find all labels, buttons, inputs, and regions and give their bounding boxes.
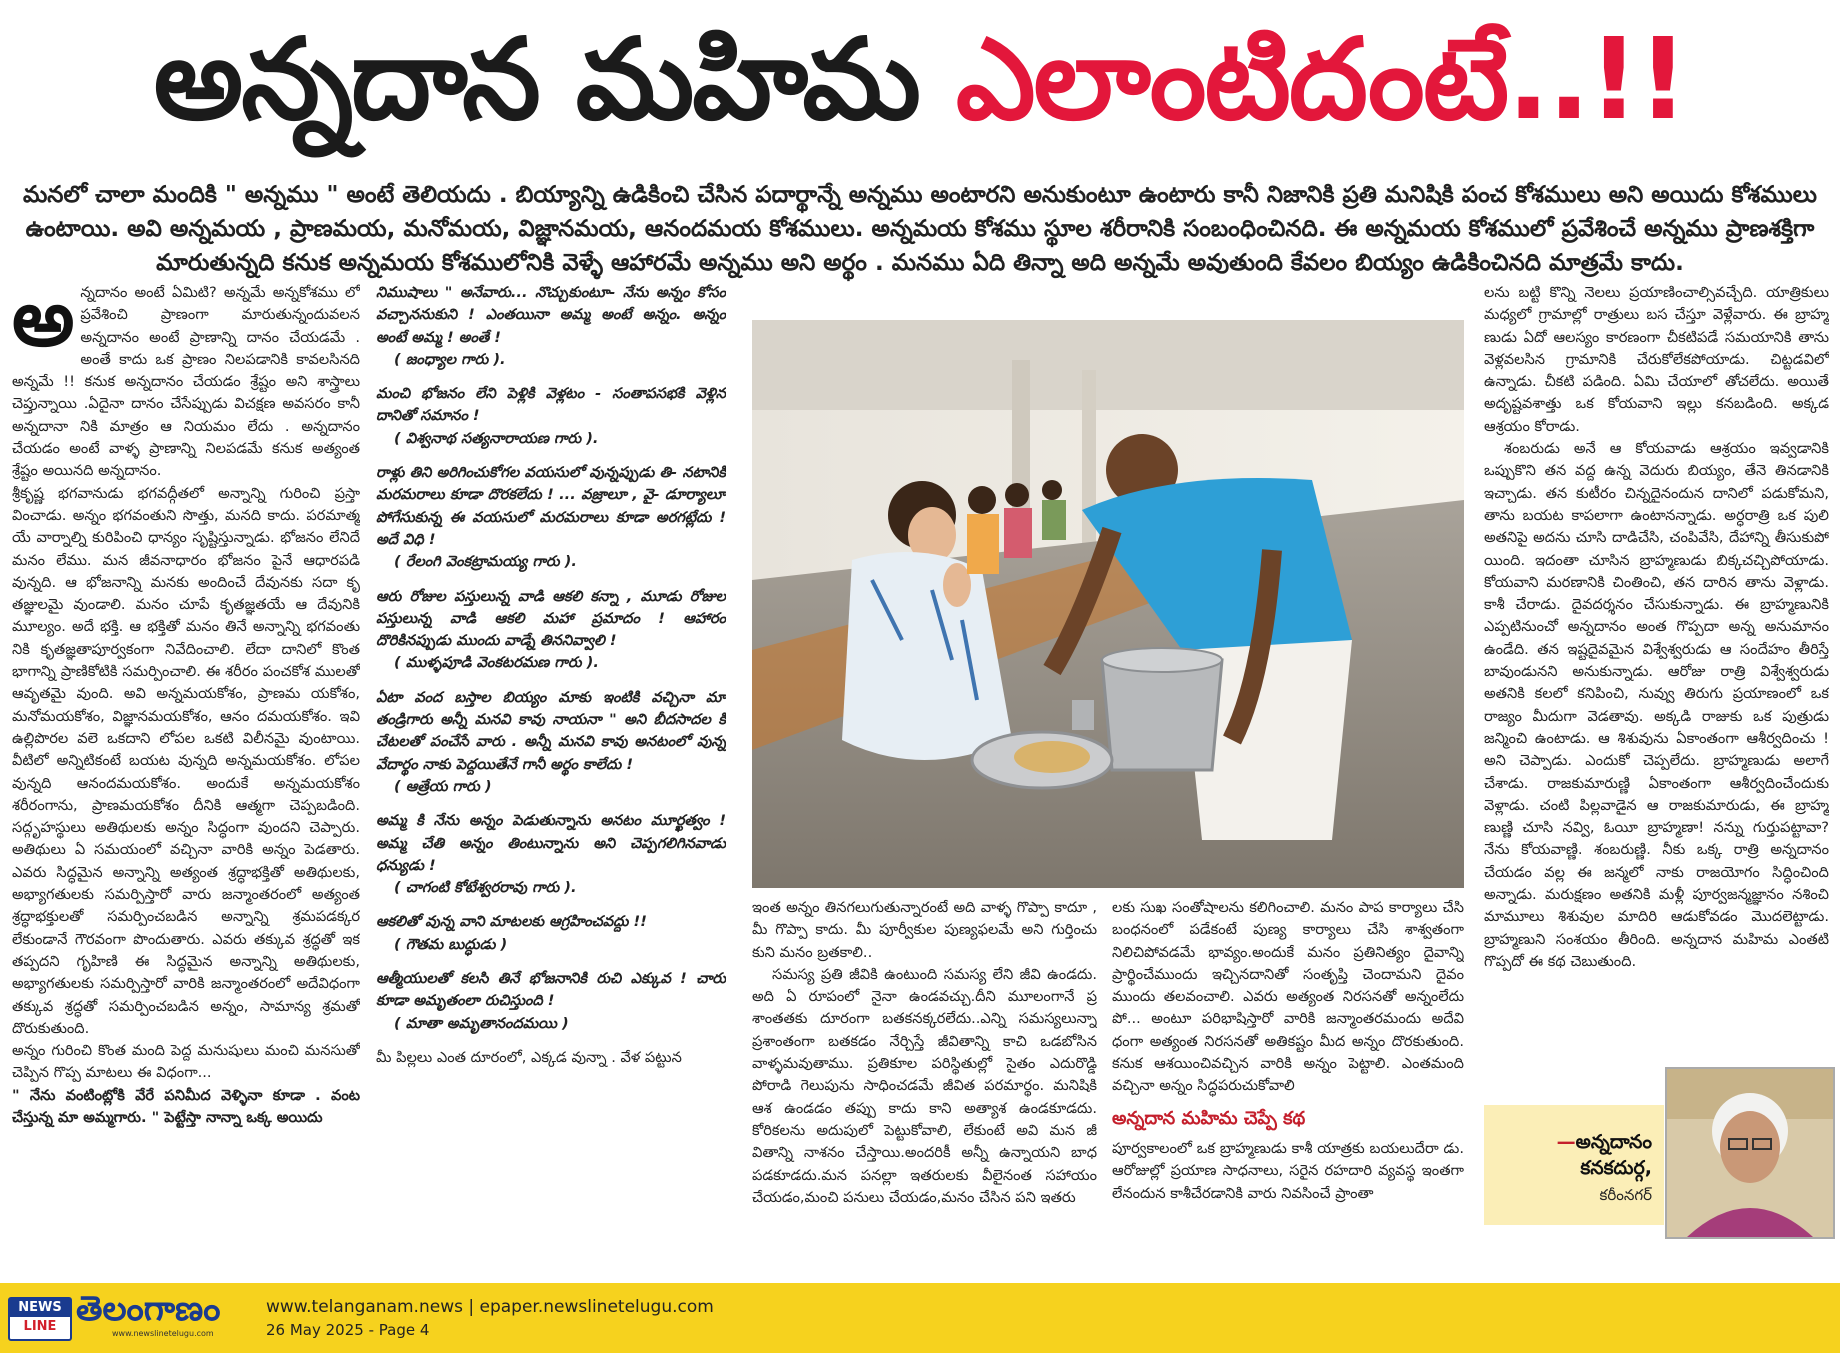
author-place: కరీంనగర్ <box>1599 1186 1652 1204</box>
footer-links[interactable]: www.telanganam.news | epaper.newslinetelugu.com <box>266 1297 714 1317</box>
article-column-4 <box>1112 897 1464 1257</box>
quote-author: ( చాగంటి కోటేశ్వరరావు గారు ). <box>394 879 577 897</box>
author-byline <box>1557 1129 1652 1208</box>
drop-cap: అ <box>12 282 75 364</box>
quote-author: ( ఆత్రేయ గారు ) <box>394 777 492 795</box>
quote <box>376 911 726 956</box>
footer-bar <box>0 1283 1840 1353</box>
article-column-5 <box>1484 282 1829 1082</box>
byline-box <box>1484 1105 1664 1225</box>
quote <box>376 968 726 1035</box>
author-name-line-2: కనకదుర్గ, <box>1580 1157 1652 1179</box>
quote-author: ( జంధ్యాల గారు ). <box>394 350 506 368</box>
headline-black-part: అన్నదాన మహిమ <box>153 15 919 145</box>
annadanam-photo-illustration <box>752 320 1464 888</box>
logo-url: www.newslinetelugu.com <box>112 1329 214 1338</box>
article-column-2 <box>376 282 726 1257</box>
col3-paragraph-1: ఇంత అన్నం తినగలుగుతున్నారంటే అది వాళ్ళ గొప్పా కాదూ , మీ గొప్పా కాదు. మీ పూర్వీకుల పుణ్యఫలమే అని గుర్తించు కుని మనం బ్రతకాలి.. <box>752 899 1097 961</box>
quote-author: ( మాతా అమృతానందమయి ) <box>394 1014 569 1032</box>
quote <box>376 383 726 450</box>
col4-paragraph-2: పూర్వకాలంలో ఒక బ్రాహ్మణుడు కాశీ యాత్రకు బయలుదేరా డు. ఆరోజుల్లో ప్రయాణ సాధనాలు, సరైన రహదారి వ్యవస్థ ఇంతగా లేనందున కాశీచేరడానికి వారు నివసించే ప్రాంతా <box>1112 1139 1464 1202</box>
col1-paragraph-3: అన్నం గురించి కొంత మంది పెద్ద మనుషులు మంచి మనసుతో చెప్పిన గొప్ప మాటలు ఈ విధంగా... <box>12 1042 360 1082</box>
intro-paragraph: మనలో చాలా మందికి " అన్నము " అంటే తెలియదు . బియ్యాన్ని ఉడికించి చేసిన పదార్థాన్నే అన్నము అంటారని అనుకుంటూ ఉంటారు కానీ నిజానికి ప్రతి మనిషికి పంచ కోశములు అని అయిదు కోశములు ఉంటాయి. అవి అన్నమయ , ప్రాణమయ, మనోమయ, విజ్ఞానమయ, ఆనందమయ కోశములు. అన్నమయ కోశము స్థూల శరీరానికి సంబంధించినది. ఈ అన్నమయ కోశములో ప్రవేశించే అన్నము ప్రాణశక్తిగా మారుతున్నది కనుక అన్నమయ కోశములోనికి వెళ్ళే ఆహారమే అన్నము అని అర్థం . మనము ఏది తిన్నా అది అన్నమే అవుతుంది కేవలం బియ్యం ఉడికించినది మాత్రమే కాదు. <box>22 182 1818 276</box>
col2-closing: మీ పిల్లలు ఎంత దూరంలో, ఎక్కడ వున్నా . వేళ పట్టున <box>376 1048 682 1066</box>
logo-news-text: NEWS <box>10 1299 70 1317</box>
telanganam-logo[interactable]: తెలంగాణం <box>76 1289 221 1329</box>
quote-text: రాళ్లు తిని అరిగించుకోగల వయసులో వున్నప్పుడు తి- నటానికి మరమరాలు కూడా దొరకలేదు ! ... వజ్రాలూ , వై- డూర్యాలూ పోగేసుకున్న ఈ వయసులో మరమరాలు కూడా అరగట్లేదు ! అదే విధి ! <box>376 464 726 548</box>
col5-paragraph-2: శంబరుడు అనే ఆ కోయవాడు ఆశ్రయం ఇవ్వడానికి ఒప్పుకొని తన వద్ద ఉన్న వెదురు బియ్యం, తేనె తినడానికి ఇచ్చాడు. తన కుటీరం చిన్నదైనందున దానిలో పడుకోమని, తాను బయట కాపలాగా ఉంటానన్నాడు. అర్ధరాత్రి ఒక పులి అతనిపై అదను చూసి దాడిచేసి, చంపివేసి, దేహాన్ని తీసుకుపో యింది. ఇదంతా చూసిన బ్రాహ్మణుడు బిక్కచచ్చిపోయాడు. కోయవాని మరణానికి చింతించి, తన దారిన తాను వెళ్లాడు. కాశీ చేరాడు. దైవదర్శనం చేసుకున్నాడు. ఈ బ్రాహ్మణునికి ఎప్పటినుంచో అన్నదానం అంత గొప్పదా అన్న అనుమానం ఉండేది. తన ఇష్టదైవమైన విశ్వేశ్వరుడు ఆ సందేహం తీరిస్తే బావుండునని అనుకున్నాడు. ఆరోజు రాత్రి విశ్వేశ్వరుడు అతనికి కలలో కనిపించి, నువ్వు తిరుగు ప్రయాణంలో ఒక రాజ్యం మీదుగా వెడతావు. అక్కడి రాజుకు ఒక పుత్రుడు జన్మించి ఉంటాడు. ఆ శిశువును ఏకాంతంగా ఆశీర్వదించు ! అని చెప్పాడు. ఎందుకో చెప్పలేదు. బ్రాహ్మణుడు అలాగే చేశాడు. రాజకుమారుణ్ణి ఏకాంతంగా ఆశీర్వదించేందుకు వెళ్లాడు. చంటి పిల్లవాడైన ఆ రాజకుమారుడు, ఈ బ్రాహ్మ ణుణ్ణి చూసి నవ్వి, ఓయీ బ్రాహ్మణా! నన్ను గుర్తుపట్టావా? నేను కోయవాణ్ణి. శంబరుణ్ణి. నీకు ఒక్క రాత్రి అన్నదానం చేయడం వల్ల ఈ జన్మలో నాకు రాజయోగం సిద్ధించింది అన్నాడు. మరుక్షణం అతనికి మళ్లీ పూర్వజన్మజ్ఞానం నశించి మామూలు శిశువుల మాదిరి ఆడుకోవడం మొదలెట్టాడు. బ్రాహ్మణుని సంశయం తీరింది. అన్నదాన మహిమ ఎంతటి గొప్పదో ఈ కథ చెబుతుంది. <box>1484 440 1829 970</box>
quote <box>376 462 726 573</box>
author-portrait <box>1667 1069 1833 1237</box>
quote-author: ( గౌతమ బుద్ధుడు ) <box>394 935 508 953</box>
story-subheading: అన్నదాన మహిమ చెప్పే కథ <box>1112 1107 1306 1129</box>
footer-date-page: 26 May 2025 - Page 4 <box>266 1321 430 1339</box>
article-column-1 <box>12 282 360 1257</box>
quote-text: అమ్మ కి నేను అన్నం పెడుతున్నాను అనటం మూర్ఖత్వం ! అమ్మ చేతి అన్నం తింటున్నాను అని చెప్పగలిగినవాడు ధన్యుడు ! <box>376 812 726 874</box>
quote-text: మంచి భోజనం లేని పెళ్లికి వెళ్లటం - సంతాపసభకి వెళ్లిన దానితో సమానం ! <box>376 385 726 425</box>
quote-text: ఆకలితో వున్న వాని మాటలకు ఆగ్రహించవద్దు !! <box>376 913 647 931</box>
col5-paragraph-1: లను బట్టి కొన్ని నెలలు ప్రయాణించాల్సివచ్చేది. యాత్రికులు మధ్యలో గ్రామాల్లో రాత్రులు బస చేస్తూ వెళ్లేవారు. ఈ బ్రాహ్మ ణుడు ఏదో ఆలస్యం కారణంగా చీకటిపడే సమయానికి తాను వెళ్లవలసిన గ్రామానికి చేరుకోలేకపోయాడు. చిట్టడవిలో ఉన్నాడు. చీకటి పడింది. ఏమి చేయాలో తోచలేదు. అయితే అదృష్టవశాత్తు ఒక కోయవాని ఇల్లు కనబడింది. అక్కడ ఆశ్రయం కోరాడు. <box>1484 284 1829 435</box>
article-photo <box>752 320 1464 888</box>
logo-line-text: LINE <box>23 1319 57 1334</box>
quote-author: ( విశ్వనాథ సత్యనారాయణ గారు ). <box>394 429 599 447</box>
article-column-3 <box>752 897 1097 1257</box>
col3-paragraph-2: సమస్య ప్రతి జీవికి ఉంటుంది సమస్య లేని జీవి ఉండదు. అది ఏ రూపంలో నైనా ఉండవచ్చు.దీని మూలంగానే ప్ర శాంతతకు దూరంగా బతకనక్కరలేదు..ఎన్ని సమస్యలున్నా ప్రశాంతంగా బతకడం నేర్చిస్తే జీవితాన్ని కాచి ఒడబోసిన వాళ్ళమవుతాము. ప్రతికూల పరిస్థితుల్లో సైతం ఎదురొడ్డి పోరాడి గెలుపును సాధించడమే జీవిత పరమార్థం. మనిషికి ఆశ ఉండడం తప్పు కాదు కాని అత్యాశ ఉండకూడదు. కోరికలను అదుపులో పెట్టుకోవాలి, లేకుంటే అవి మన జీ వితాన్ని నాశనం చేస్తాయి.అందరికీ అన్నీ ఉన్నాయని బాధ పడకూడదు.మన పనల్లా ఇతరులకు వీలైనంత సహాయం చేయడం,మంచి పనులు చేయడం,మనం చేసిన పని ఇతరు <box>752 965 1097 1206</box>
quote-author: ( ముళ్ళపూడి వెంకటరమణ గారు ). <box>394 654 599 672</box>
newsline-logo[interactable] <box>8 1297 72 1341</box>
col1-paragraph-4: " నేను వంటింట్లోకి వేరే పనిమీద వెళ్ళినా కూడా . వంట చేస్తున్న మా అమ్మగారు. " పెట్టేస్తా నాన్నా ఒక్క అయిదు <box>12 1086 360 1126</box>
col4-paragraph-1: లకు సుఖ సంతోషాలను కలిగించాలి. మనం పాప కార్యాలు చేసి బంధనంలో పడేకంటే పుణ్య కార్యాలు చేసి శాశ్వతంగా నిలిచిపోవడమే భావ్యం.అందుకే మనం ప్రతినిత్యం దైవాన్ని ప్రార్థించేముందు ఇచ్చినదానితో సంతృప్తి చెందామని దైవం ముందు తలవంచాలి. ఎవరు అత్యంత నిరసనతో అన్నంలేదు పో... అంటూ పరిభాషిస్తారో వారికి జన్మాంతరమందు అదేవి ధంగా అత్యంత నిరసనతో అతికష్టం మీద అన్నం దొరకుతుంది. కనుక ఆశయించివచ్చిన వారికి అన్నం పెట్టాలి. ఎంతమంది వచ్చినా అన్నం సిద్ధపరుచుకోవాలి <box>1112 899 1464 1095</box>
quote-author: ( రేలంగి వెంకట్రామయ్య గారు ). <box>394 553 577 571</box>
quote <box>376 687 726 798</box>
headline-red-part: ఎలాంటిదంటే..!! <box>955 15 1687 145</box>
col1-paragraph-2: శ్రీకృష్ణ భగవానుడు భగవద్గీతలో అన్నాన్ని గురించి ప్రస్తా వించాడు. అన్నం భగవంతుని సొత్తు, మనది కాదు. పరమాత్మ యే వార్నాల్ని కురిపించి ధాన్యం సృష్టిస్తున్నాడు. భోజనం లేనిదే మనం లేము. మన జీవనాధారం భోజనం పైనే ఆధారపడి వున్నది. ఆ భోజనాన్ని మనకు అందించే దేవునకు సదా కృ తజ్ఞులమై వుండాలి. మనం చూపే కృతజ్ఞతయే ఆ దేవునికి మూల్యం. అదే భక్తి. ఆ భక్తితో మనం తినే అన్నాన్ని భగవంతు నికి కృతజ్ఞతాపూర్వకంగా నివేదించాలి. లేదా దానిలో కొంత భాగాన్ని ప్రాణికోటికి సమర్పించాలి. ఈ శరీరం పంచకోశ ములతో ఆవృతమై వుంది. అవి అన్నమయకోశం, ప్రాణమ యకోశం, మనోమయకోశం, విజ్ఞానమయకోశం, ఆనం దమయకోశం. ఇవి ఉల్లిపొరల వలె ఒకదాని లోపల ఒకటి విలీనమై వుంటాయి. వీటిలో అన్నిటికంటే బయట వున్నది అన్నమయకోశం. లోపల వున్నది ఆనందమయకోశం. అందుకే అన్నమయకోశం శరీరంగాను, ప్రాణమయకోశం దీనికి ఆత్మగా చెప్పబడింది. సద్గృహస్థులు అతిథులకు అన్నం సిద్ధంగా వుందని చెప్పారు. అతిథులు ఏ సమయంలో వచ్చినా వారికి అన్నం పెడతారు. ఎవరు సిద్ధమైన అన్నాన్ని అత్యంత శ్రద్ధాభక్తితో అతిథులకు, అభ్యాగతులకు సమర్పిస్తారో వారు జన్మాంతరంలో అత్యంత శ్రద్ధాభక్తులతో సమర్పించబడిన అన్నాన్ని శ్రమపడక్కర లేకుండానే గౌరవంగా పొందుతారు. ఎవరు తక్కువ శ్రద్ధతో ఇక తప్పదని గృహిణి ఈ సిద్ధమైన అన్నాన్ని అతిథులకు, అభ్యాగతులకు సమర్పిస్తారో వారికి జన్మాంతరంలో అదేవిధంగా తక్కువ శ్రద్ధతో సమర్పించబడిన అన్నం, సామాన్య శ్రమతో దొరుకుతుంది. <box>12 484 360 1037</box>
quote-text: నిముషాలు " అనేవారు... నొచ్చుకుంటూ- నేను అన్నం కోసం వచ్చాననుకుని ! ఎంతయినా అమ్మ అంటే అన్నం. అన్నం అంటే అమ్మ ! అంతే ! <box>376 284 726 346</box>
quote-text: ఆరు రోజుల పస్తులున్న వాడి ఆకలి కన్నా , మూడు రోజుల పస్తులున్న వాడి ఆకలి మహా ప్రమాదం ! ఆహారం దొరికినప్పుడు ముందు వాడ్నే తిననివ్వాలి ! <box>376 587 726 650</box>
author-name-line-1: అన్నదానం <box>1575 1131 1652 1153</box>
byline-dash: — <box>1556 1131 1576 1153</box>
col1-paragraph-1: న్నదానం అంటే ఏమిటి? అన్నమే అన్నకోశము లో ప్రవేశించి ప్రాణంగా మారుతున్నందువలన అన్నదానం అంటే ప్రాణాన్ని దానం చేయడమే . అంతే కాదు ఒక ప్రాణం నిలపడానికి కావలసినది అన్నమే !! కనుక అన్నదానం చేయడం శ్రేష్టం అని శాస్త్రాలు చెప్తున్నాయి .ఏదైనా దానం చేసేప్పుడు విచక్షణ అవసరం కానీ అన్నదానా నికి మాత్రం ఆ నియమం లేదు . అన్నదానం చేయడం అంటే వాళ్ళ ప్రాణాన్ని నిలపడమే కనుక అత్యంత శ్రేష్టం అయినది అన్నదానం. <box>12 284 360 480</box>
quote-text: ఆత్మీయులతో కలసి తినే భోజనానికి రుచి ఎక్కువ ! చారు కూడా అమృతంలా రుచిస్తుంది ! <box>376 970 726 1010</box>
quote <box>376 810 726 899</box>
quote-text: ఏటా వంద బస్తాల బియ్యం మాకు ఇంటికి వచ్చినా మా తండ్రిగారు అన్నీ మనవి కావు నాయనా " అని బీదసాదల కి చేటలతో పంచేసే వారు . అన్నీ మనవి కావు అనటంలో వున్న వేదార్థం నాకు పెద్దయితేనే గానీ అర్థం కాలేదు ! <box>376 688 726 773</box>
author-photo <box>1665 1067 1835 1239</box>
quote <box>376 586 726 675</box>
quote <box>376 282 726 371</box>
headline <box>0 0 1840 170</box>
